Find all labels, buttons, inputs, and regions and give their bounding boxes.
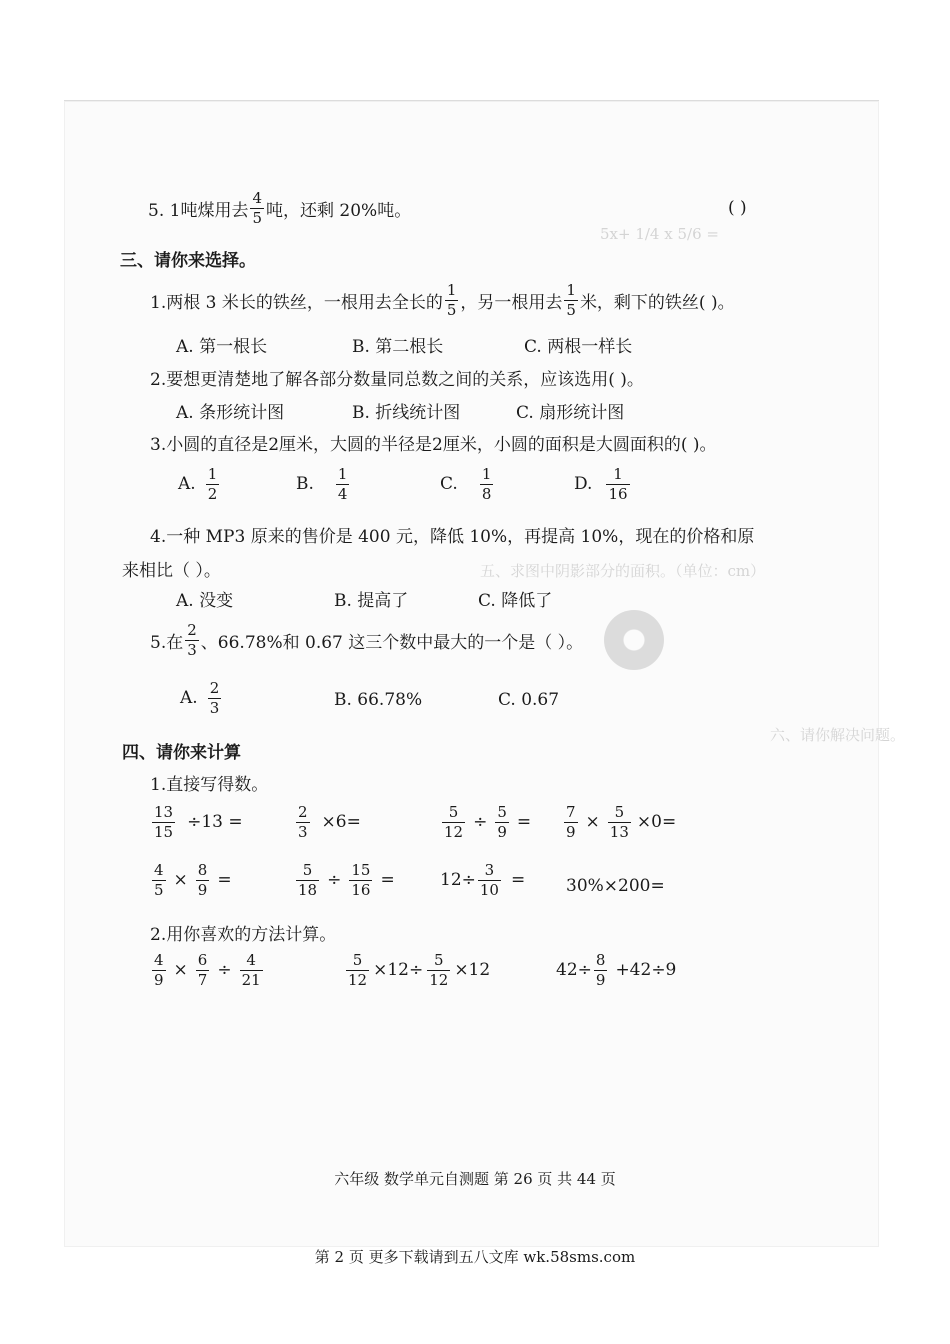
calc-expression: 12÷ $\frac{3}{10}$ = (440, 861, 526, 899)
option-d[interactable]: D. $\frac{1}{16}$ (574, 465, 628, 503)
calc-expression: $\frac{4}{9}$ × $\frac{6}{7}$ ÷ $\frac{4}{21}$ (154, 951, 261, 989)
subsection-title: 2.用你喜欢的方法计算。 (150, 925, 337, 945)
calc-expression: $\frac{5}{12}$ ÷ $\frac{5}{9}$ = (444, 803, 532, 841)
option-b[interactable]: B. 提高了 (334, 591, 409, 611)
option-c[interactable]: C. 扇形统计图 (516, 403, 625, 423)
bleed-text: 五、求图中阴影部分的面积。（单位：cm） (480, 562, 766, 580)
fraction: $\frac{2}{3}$ (209, 679, 220, 717)
choice-question-4-line2: 来相比（ ）。 (122, 561, 221, 581)
bleed-ring-figure (604, 610, 664, 670)
option-c[interactable]: C. $\frac{1}{8}$ (440, 465, 492, 503)
choice-question-1: 1.两根 3 米长的铁丝，一根用去全长的 $\frac{1}{5}$ ，另一根用去 $\frac{1}{5}$ 米，剩下的铁丝( )。 (150, 281, 735, 319)
option-a[interactable]: A. 条形统计图 (176, 403, 285, 423)
judge-question-5 (148, 190, 411, 226)
calc-expression: $\frac{5}{12}$ ×12÷ $\frac{5}{12}$ ×12 (348, 951, 491, 989)
calc-expression: 30%×200= (566, 876, 665, 896)
option-c[interactable]: C. 0.67 (498, 690, 560, 710)
calc-expression: $\frac{5}{18}$ ÷ $\frac{15}{16}$ = (298, 861, 395, 899)
fraction: $\frac{1}{8}$ (481, 465, 492, 503)
option-a[interactable]: A. 没变 (176, 591, 234, 611)
choice-question-5: 5.在 $\frac{2}{3}$ 、66.78%和 0.67 这三个数中最大的一个是（ ）。 (150, 621, 584, 659)
section-title: 三、请你来选择。 (120, 251, 256, 271)
calc-expression: $\frac{4}{5}$ × $\frac{8}{9}$ = (154, 861, 232, 899)
fraction: $\frac{1}{4}$ (337, 465, 348, 503)
option-b[interactable]: B. 66.78% (334, 690, 423, 710)
option-a[interactable]: A. $\frac{1}{2}$ (178, 465, 218, 503)
option-a[interactable]: A. 第一根长 (176, 337, 268, 357)
fraction: $\frac{4}{5}$ (252, 189, 262, 227)
bleed-text: 六、请你解决问题。 (770, 726, 906, 744)
option-c[interactable]: C. 两根一样长 (524, 337, 633, 357)
option-b[interactable]: B. $\frac{1}{4}$ (296, 465, 348, 503)
calc-expression: $\frac{2}{3}$ ×6= (298, 803, 361, 841)
choice-question-2: 2.要想更清楚地了解各部分数量同总数之间的关系，应该选用( )。 (150, 370, 644, 390)
question-text: 5. 1吨煤用去 (148, 200, 249, 221)
calc-expression: 42÷ $\frac{8}{9}$ +42÷9 (556, 951, 677, 989)
option-c[interactable]: C. 降低了 (478, 591, 553, 611)
download-note: 第 2 页 更多下载请到五八文库 wk.58sms.com (314, 1248, 636, 1266)
bleed-text: 5x+ 1/4 x 5/6 = (600, 225, 719, 243)
fraction: $\frac{2}{3}$ (187, 621, 197, 659)
fraction: $\frac{1}{5}$ (566, 281, 576, 319)
choice-question-3: 3.小圆的直径是2厘米，大圆的半径是2厘米，小圆的面积是大圆面积的( )。 (150, 435, 717, 455)
page-info: 六年级 数学单元自测题 第 26 页 共 44 页 (334, 1170, 616, 1188)
subsection-title: 1.直接写得数。 (150, 775, 269, 795)
choice-question-4-line1: 4.一种 MP3 原来的售价是 400 元，降低 10%，再提高 10%，现在的价格和原 (150, 527, 755, 547)
fraction: $\frac{1}{5}$ (446, 281, 457, 319)
fraction: $\frac{1}{16}$ (608, 465, 628, 503)
option-a[interactable]: A. $\frac{2}{3}$ (180, 679, 220, 717)
fraction: $\frac{1}{2}$ (207, 465, 218, 503)
scanned-page (64, 100, 879, 1247)
question-text: 吨，还剩 20%吨。 (266, 200, 412, 221)
option-b[interactable]: B. 第二根长 (352, 337, 444, 357)
calc-expression: $\frac{7}{9}$ × $\frac{5}{13}$ ×0= (566, 803, 677, 841)
answer-paren[interactable]: ( ) (728, 198, 747, 218)
calc-expression: $\frac{13}{15}$ ÷13 = (154, 803, 243, 841)
section-title: 四、请你来计算 (122, 743, 241, 763)
option-b[interactable]: B. 折线统计图 (352, 403, 461, 423)
